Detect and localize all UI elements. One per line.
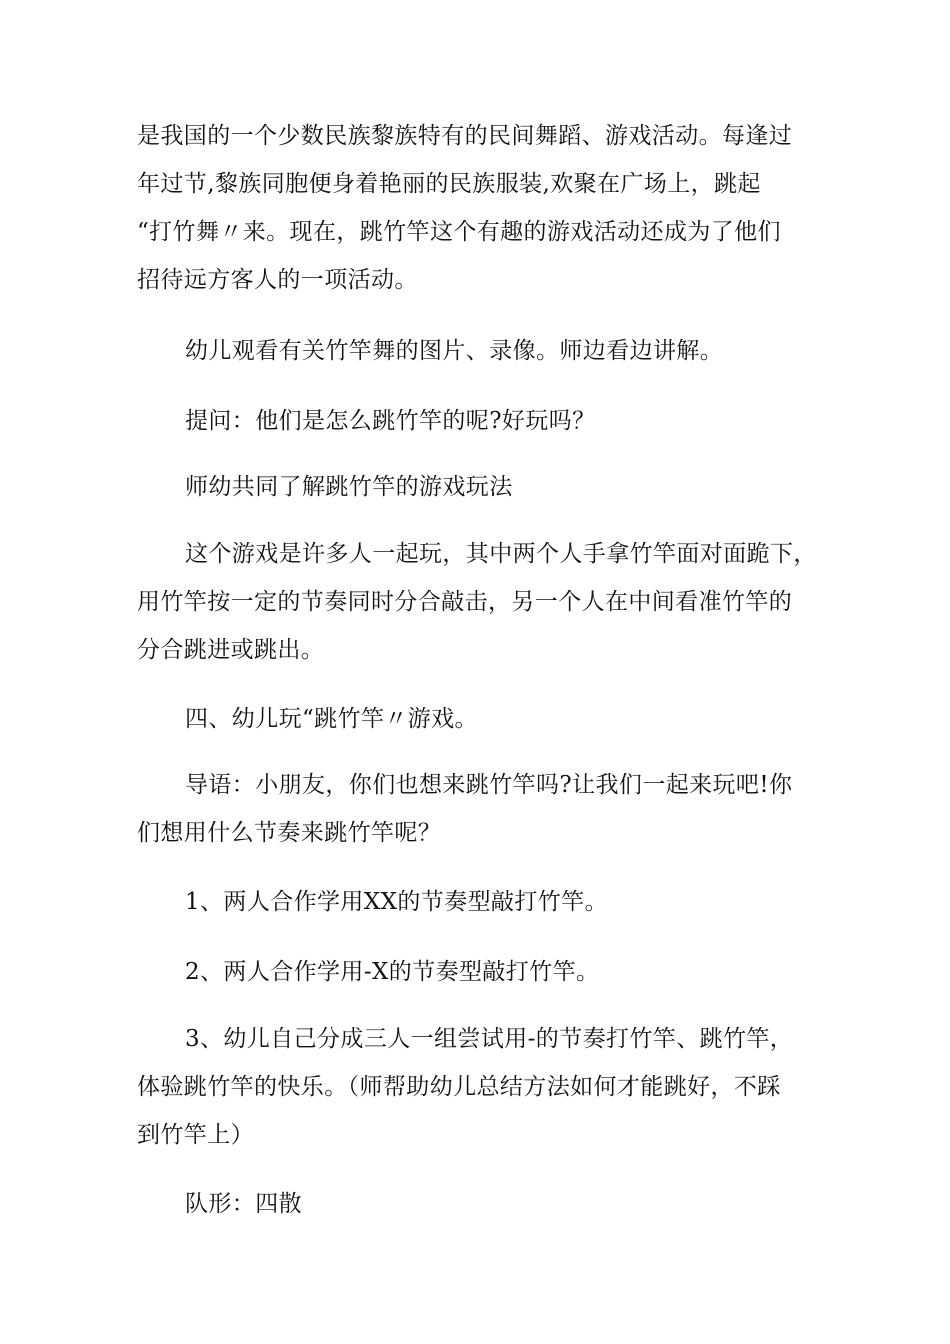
paragraph-li-festival	[137, 112, 817, 304]
paragraph-line: 1、两人合作学用XX的节奏型敲打竹竿。	[185, 889, 608, 915]
paragraph-line: 们想用什么节奏来跳竹竿呢？	[137, 820, 442, 846]
paragraph-formation	[137, 1180, 817, 1228]
paragraph-line: 3、幼儿自己分成三人一组尝试用-的节奏打竹竿、跳竹竿，	[185, 1026, 794, 1052]
paragraph-line: 导语：小朋友，你们也想来跳竹竿吗?让我们一起来玩吧!你	[185, 772, 793, 798]
paragraph-learn-rules	[137, 463, 817, 511]
paragraph-line: 分合跳进或跳出。	[137, 637, 325, 663]
paragraph-line: 体验跳竹竿的快乐。（师帮助幼儿总结方法如何才能跳好，不踩	[137, 1074, 781, 1100]
list-item-step-2	[137, 948, 817, 996]
paragraph-line: 四、幼儿玩“跳竹竿〃游戏。	[185, 706, 478, 732]
paragraph-line: 师幼共同了解跳竹竿的游戏玩法	[185, 474, 513, 500]
paragraph-line: 提问：他们是怎么跳竹竿的呢?好玩吗？	[185, 408, 596, 434]
paragraph-line: 到竹竿上）	[137, 1122, 254, 1148]
paragraph-watch-video	[137, 327, 817, 375]
paragraph-line: 幼儿观看有关竹竿舞的图片、录像。师边看边讲解。	[185, 338, 724, 364]
paragraph-line: 年过节,黎族同胞便身着艳丽的民族服装,欢聚在广场上，跳起	[137, 171, 761, 197]
paragraph-guide-words	[137, 761, 817, 857]
list-item-step-1	[137, 878, 817, 926]
paragraph-line: 招待远方客人的一项活动。	[137, 267, 418, 293]
paragraph-line: 队形：四散	[185, 1191, 302, 1217]
paragraph-question	[137, 397, 817, 445]
paragraph-line: 这个游戏是许多人一起玩，其中两个人手拿竹竿面对面跪下，	[185, 541, 817, 567]
paragraph-line: “打竹舞〃来。现在，跳竹竿这个有趣的游戏活动还成为了他们	[137, 219, 781, 245]
list-item-step-3	[137, 1015, 817, 1159]
section-heading-four	[137, 695, 817, 743]
paragraph-line: 是我国的一个少数民族黎族特有的民间舞蹈、游戏活动。每逢过	[137, 123, 793, 149]
paragraph-line: 2、两人合作学用-X的节奏型敲打竹竿。	[185, 959, 600, 985]
paragraph-line: 用竹竿按一定的节奏同时分合敲击，另一个人在中间看准竹竿的	[137, 589, 793, 615]
paragraph-game-description	[137, 530, 817, 674]
